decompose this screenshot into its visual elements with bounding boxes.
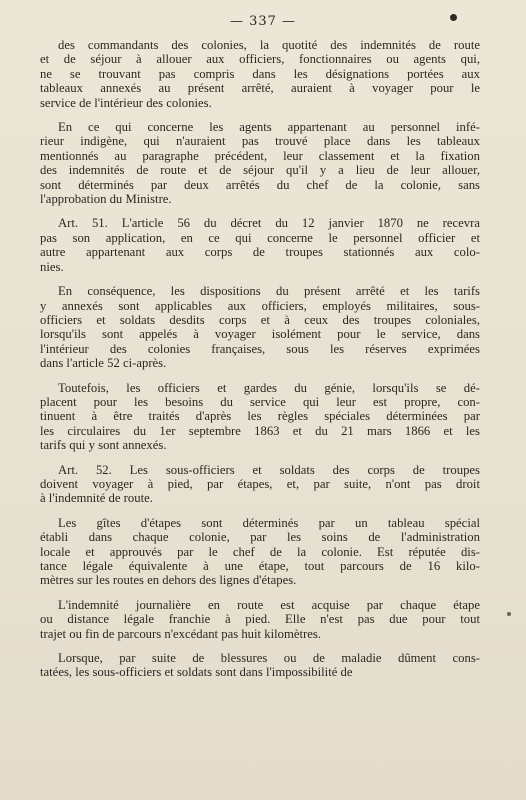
text-line: ne se trouvant pas compris dans les désignations portées aux [40,66,480,81]
text-line: placent pour les besoins du service qui leur est propre, con- [40,394,480,409]
text-line: tarifs qui y sont annexés. [40,438,167,453]
text-line: l'approbation du Ministre. [40,192,172,207]
text-line: mètres sur les routes en dehors des lignes d'étapes. [40,573,297,588]
paragraph [40,516,480,588]
ink-dot [450,14,457,21]
text-line: officiers et soldats desdits corps et à ceux des troupes coloniales, [40,312,480,327]
paper-spot [507,612,511,616]
text-line: tableaux annexés au présent arrêté, auraient à voyager pour le [40,81,480,96]
text-line: lorsqu'ils sont appelés à voyager isolément pour le service, dans [40,327,480,342]
paragraph [40,120,480,206]
text-line: et de séjour à allouer aux officiers, fonctionnaires ou agents qui, [40,52,480,67]
text-line: L'indemnité journalière en route est acquise par chaque étape [58,597,480,612]
page-number-header: — 337 — [229,14,297,29]
text-line: Art. 52. Les sous-officiers et soldats des corps de troupes [58,462,480,477]
text-line: rieur indigène, qui n'auraient pas trouvé place dans les tableaux [40,134,480,149]
text-line: à l'indemnité de route. [40,491,153,506]
text-line: service de l'intérieur des colonies. [40,95,212,110]
text-line: locale et approuvés par le chef de la colonie. Est réputée dis- [40,544,480,559]
paragraph [40,284,480,370]
text-line: des indemnités de route et de séjour qu'il y a lieu de leur allouer, [40,163,480,178]
text-line: pas son application, en ce qui concerne le personnel officier et [40,230,480,245]
text-line: Toutefois, les officiers et gardes du génie, lorsqu'ils se dé- [58,380,480,395]
paragraph [40,463,480,506]
text-line: Lorsque, par suite de blessures ou de maladie dûment cons- [58,651,480,666]
text-line: En ce qui concerne les agents appartenant au personnel infé- [58,120,480,135]
text-line: autre appartenant aux corps de troupes stationnés aux colo- [40,245,480,260]
text-line: Art. 51. L'article 56 du décret du 12 janvier 1870 ne recevra [58,216,480,231]
text-line: ou distance légale franchie à pied. Elle n'est pas due pour tout [40,612,480,627]
text-line: les circulaires du 1er septembre 1863 et du 21 mars 1866 et les [40,423,480,438]
paragraph [40,38,480,110]
document-body [40,38,480,690]
text-line: établi dans chaque colonie, par les soins de l'administration [40,530,480,545]
text-line: tinuent à être traités d'après les règles spéciales déterminées par [40,409,480,424]
paragraph [40,651,480,680]
text-line: tatées, les sous-officiers et soldats sont dans l'impossibilité de [40,665,353,680]
text-line: des commandants des colonies, la quotité des indemnités de route [58,38,480,52]
paragraph [40,598,480,641]
text-line: l'intérieur des colonies françaises, sous les réserves exprimées [40,341,480,356]
text-line: trajet ou fin de parcours n'excédant pas huit kilomètres. [40,626,321,641]
text-line: nies. [40,259,64,274]
text-line: tance légale équivalente à une étape, tout parcours de 16 kilo- [40,559,480,573]
text-line: mentionnés au paragraphe précédent, leur classement et la fixation [40,148,480,163]
text-line: sont déterminés par deux arrêtés du chef de la colonie, sans [40,177,480,192]
text-line: dans l'article 52 ci-après. [40,356,167,371]
text-line: doivent voyager à pied, par étapes, et, par suite, n'ont pas droit [40,476,480,491]
paragraph [40,381,480,453]
text-line: Les gîtes d'étapes sont déterminés par un tableau spécial [58,515,480,530]
text-line: y annexés sont applicables aux officiers, employés militaires, sous- [40,298,480,313]
paragraph [40,216,480,274]
text-line: En conséquence, les dispositions du présent arrêté et les tarifs [58,284,480,299]
